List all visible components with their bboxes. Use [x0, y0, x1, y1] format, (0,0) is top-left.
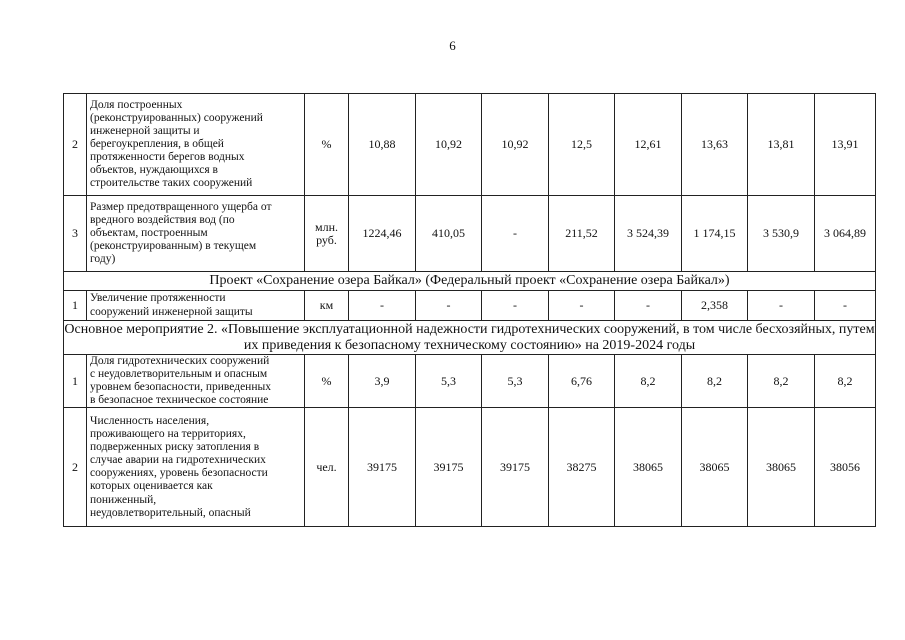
description-line: сооружений инженерной защиты: [90, 305, 253, 318]
value-cell: -: [748, 291, 815, 321]
value-cell: 1 174,15: [682, 196, 748, 272]
indicator-description: [87, 355, 305, 408]
value-cell: 10,92: [482, 94, 549, 196]
page-number: 6: [449, 38, 456, 53]
description-line: Доля построенных: [90, 98, 183, 111]
value-cell: 38065: [748, 408, 815, 527]
description-line: инженерной защиты и: [90, 124, 200, 137]
value-cell: 10,88: [349, 94, 416, 196]
unit-of-measure: км: [305, 291, 349, 321]
description-line: проживающего на территориях,: [90, 428, 246, 441]
value-cell: 8,2: [748, 355, 815, 408]
description-line: пониженный,: [90, 493, 157, 506]
description-line: протяженности берегов водных: [90, 151, 245, 164]
description-line: объектов, нуждающихся в: [90, 164, 218, 177]
indicator-description: [87, 408, 305, 527]
unit-of-measure: %: [305, 94, 349, 196]
description-line: которых оценивается как: [90, 480, 213, 493]
description-line: (реконструированным) в текущем: [90, 240, 257, 253]
value-cell: 39175: [349, 408, 416, 527]
value-cell: 410,05: [416, 196, 482, 272]
row-number: 1: [64, 291, 87, 321]
description-line: объектам, построенным: [90, 226, 208, 239]
value-cell: -: [482, 196, 549, 272]
value-cell: -: [349, 291, 416, 321]
description-line: берегоукрепления, в общей: [90, 137, 224, 150]
description-line: сооружениях, уровень безопасности: [90, 467, 268, 480]
description-line: с неудовлетворительным и опасным: [90, 368, 268, 381]
description-line: строительстве таких сооружений: [90, 177, 253, 190]
section-row: [64, 272, 876, 291]
row-number: 2: [64, 408, 87, 527]
unit-of-measure: чел.: [305, 408, 349, 527]
value-cell: 211,52: [549, 196, 615, 272]
table-body: [64, 94, 876, 527]
description-line: подверженных риску затопления в: [90, 441, 260, 454]
value-cell: 8,2: [682, 355, 748, 408]
value-cell: -: [815, 291, 876, 321]
value-cell: 6,76: [549, 355, 615, 408]
value-cell: -: [416, 291, 482, 321]
description-line: Доля гидротехнических сооружений: [90, 355, 270, 367]
section-heading: Основное мероприятие 2. «Повышение эксплуатационной надежности гидротехнических сооружений, в том числе бесхозяйных, путем их приведения к безопасному техническому состоянию» на 2019-2024 годы: [64, 321, 875, 353]
value-cell: 10,92: [416, 94, 482, 196]
table-row: [64, 355, 876, 408]
section-row: [64, 321, 876, 355]
value-cell: 12,5: [549, 94, 615, 196]
value-cell: 38065: [682, 408, 748, 527]
section-heading: Проект «Сохранение озера Байкал» (Федеральный проект «Сохранение озера Байкал»): [64, 272, 876, 291]
value-cell: 8,2: [615, 355, 682, 408]
table-row: [64, 94, 876, 196]
row-number: 1: [64, 355, 87, 408]
value-cell: 39175: [416, 408, 482, 527]
value-cell: 2,358: [682, 291, 748, 321]
value-cell: -: [615, 291, 682, 321]
value-cell: 13,91: [815, 94, 876, 196]
description-line: вредного воздействия вод (по: [90, 213, 235, 226]
description-line: Численность населения,: [90, 415, 210, 427]
value-cell: 3 064,89: [815, 196, 876, 272]
description-line: году): [90, 253, 116, 266]
value-cell: 5,3: [416, 355, 482, 408]
value-cell: 12,61: [615, 94, 682, 196]
indicators-table: [63, 93, 876, 527]
value-cell: 5,3: [482, 355, 549, 408]
unit-of-measure: млн. руб.: [305, 196, 349, 272]
value-cell: 38275: [549, 408, 615, 527]
table-row: [64, 291, 876, 321]
value-cell: -: [482, 291, 549, 321]
description-line: (реконструированных) сооружений: [90, 111, 263, 124]
value-cell: 13,63: [682, 94, 748, 196]
value-cell: 38065: [615, 408, 682, 527]
indicator-description: [87, 196, 305, 272]
value-cell: 8,2: [815, 355, 876, 408]
description-line: в безопасное техническое состояние: [90, 394, 269, 407]
description-line: уровнем безопасности, приведенных: [90, 381, 271, 394]
value-cell: 13,81: [748, 94, 815, 196]
indicator-description: [87, 291, 305, 321]
row-number: 2: [64, 94, 87, 196]
unit-of-measure: %: [305, 355, 349, 408]
table-row: [64, 408, 876, 527]
value-cell: 3 524,39: [615, 196, 682, 272]
value-cell: 3 530,9: [748, 196, 815, 272]
value-cell: 38056: [815, 408, 876, 527]
row-number: 3: [64, 196, 87, 272]
value-cell: -: [549, 291, 615, 321]
description-line: неудовлетворительный, опасный: [90, 506, 251, 519]
description-line: Размер предотвращенного ущерба от: [90, 200, 272, 213]
table-row: [64, 196, 876, 272]
value-cell: 3,9: [349, 355, 416, 408]
description-line: Увеличение протяженности: [90, 292, 226, 305]
description-line: случае аварии на гидротехнических: [90, 454, 266, 467]
indicator-description: [87, 94, 305, 196]
value-cell: 1224,46: [349, 196, 416, 272]
value-cell: 39175: [482, 408, 549, 527]
